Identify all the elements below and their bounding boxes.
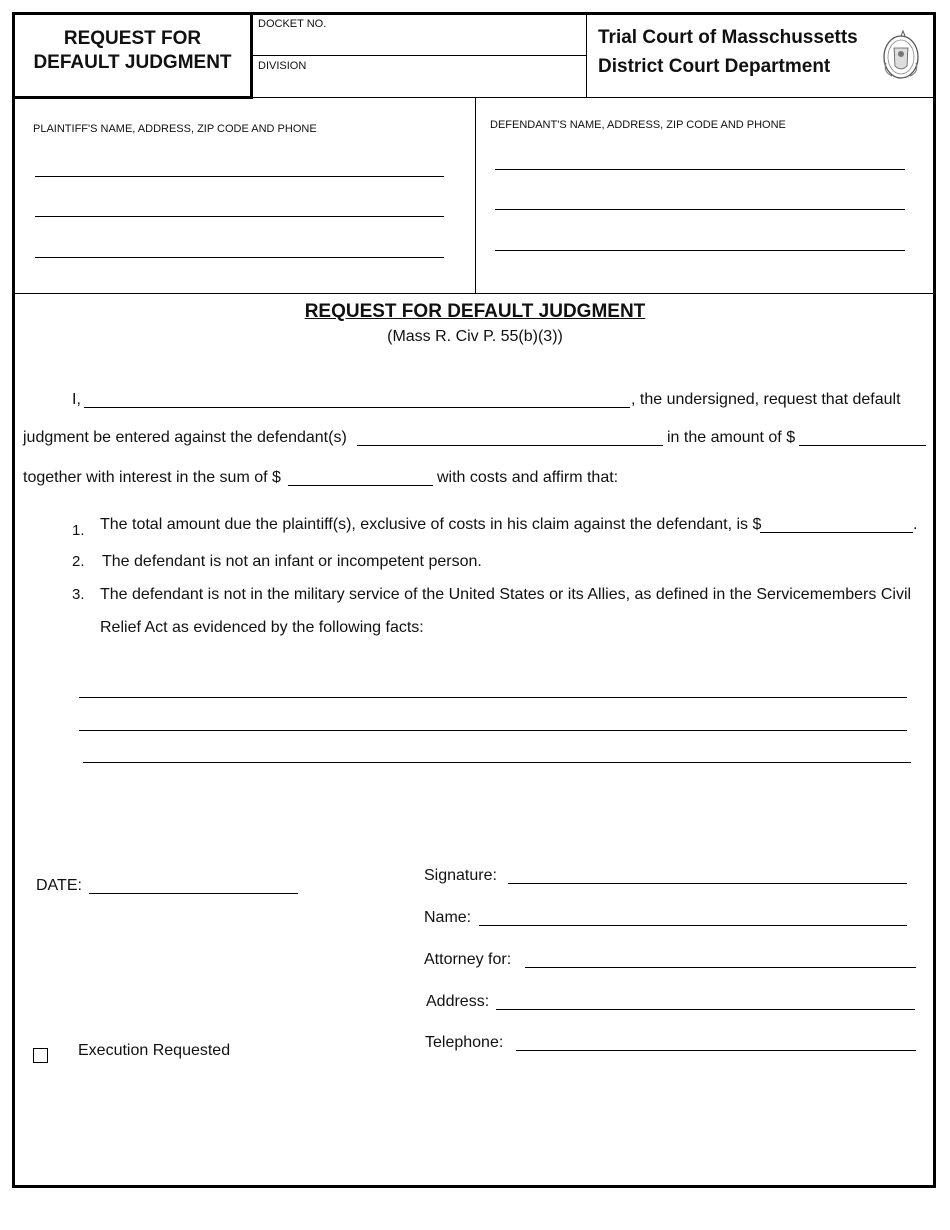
header-vertical-divider <box>586 15 587 97</box>
docket-label: DOCKET NO. <box>258 18 327 30</box>
docket-divider <box>253 55 586 56</box>
item-3-number: 3. <box>72 586 85 603</box>
division-label: DIVISION <box>258 60 307 72</box>
p1-end: , the undersigned, request that default <box>631 391 901 408</box>
item-3-text-continued: Relief Act as evidenced by the following facts: <box>100 619 424 636</box>
facts-line-2[interactable] <box>79 730 907 731</box>
plaintiff-label: PLAINTIFF'S NAME, ADDRESS, ZIP CODE AND PHONE <box>33 123 317 135</box>
p3-end: with costs and affirm that: <box>437 469 619 486</box>
p3-start: together with interest in the sum of $ <box>23 469 281 486</box>
facts-line-1[interactable] <box>79 697 907 698</box>
item-2-text: The defendant is not an infant or incompetent person. <box>102 553 482 570</box>
division-field[interactable] <box>253 72 585 96</box>
plaintiff-line-1[interactable] <box>35 176 444 177</box>
court-name-line1: Trial Court of Masschussetts <box>598 27 858 48</box>
p1-start: I, <box>72 391 81 408</box>
judgment-amount-line[interactable] <box>799 445 926 446</box>
item-1-number: 1. <box>72 522 85 539</box>
facts-line-3[interactable] <box>83 762 911 763</box>
total-due-line[interactable] <box>760 532 913 533</box>
form-title-box <box>15 15 253 99</box>
item-2-number: 2. <box>72 553 85 570</box>
date-label: DATE: <box>36 877 82 894</box>
name-line[interactable] <box>479 925 907 926</box>
execution-requested-label: Execution Requested <box>78 1042 231 1059</box>
main-title: REQUEST FOR DEFAULT JUDGMENT <box>304 301 646 322</box>
address-line[interactable] <box>496 1009 915 1010</box>
date-line[interactable] <box>89 893 298 894</box>
p2-mid: in the amount of $ <box>667 429 796 446</box>
massachusetts-seal-icon <box>880 28 922 82</box>
signature-label: Signature: <box>424 867 497 884</box>
parties-vertical-divider <box>475 98 476 293</box>
name-label: Name: <box>424 909 472 926</box>
attorney-for-line[interactable] <box>525 967 916 968</box>
requester-name-line[interactable] <box>84 407 630 408</box>
court-name-line2: District Court Department <box>598 56 831 77</box>
defendant-line-1[interactable] <box>495 169 905 170</box>
interest-amount-line[interactable] <box>288 485 433 486</box>
telephone-label: Telephone: <box>425 1034 504 1051</box>
main-subtitle: (Mass R. Civ P. 55(b)(3)) <box>387 328 563 345</box>
defendant-label: DEFENDANT'S NAME, ADDRESS, ZIP CODE AND PHONE <box>490 119 786 131</box>
form-title-line2: DEFAULT JUDGMENT <box>33 52 232 73</box>
docket-field[interactable] <box>253 30 585 55</box>
attorney-for-label: Attorney for: <box>424 951 512 968</box>
form-title-line1: REQUEST FOR <box>63 28 202 49</box>
defendant-line-2[interactable] <box>495 209 905 210</box>
p2-start: judgment be entered against the defendant(s) <box>23 429 347 446</box>
signature-line[interactable] <box>508 883 907 884</box>
execution-requested-checkbox[interactable] <box>33 1048 48 1063</box>
item-1-text: The total amount due the plaintiff(s), exclusive of costs in his claim against the defendant, is $ <box>100 516 762 533</box>
item-3-text: The defendant is not in the military service of the United States or its Allies, as defined in the Servicemembers Civil <box>100 586 912 603</box>
address-label: Address: <box>426 993 490 1010</box>
item-1-end: . <box>913 516 918 533</box>
defendant-name-line[interactable] <box>357 445 663 446</box>
defendant-line-3[interactable] <box>495 250 905 251</box>
plaintiff-line-3[interactable] <box>35 257 444 258</box>
plaintiff-line-2[interactable] <box>35 216 444 217</box>
header-bottom-border <box>253 97 936 98</box>
telephone-line[interactable] <box>516 1050 916 1051</box>
parties-bottom-border <box>15 293 936 294</box>
